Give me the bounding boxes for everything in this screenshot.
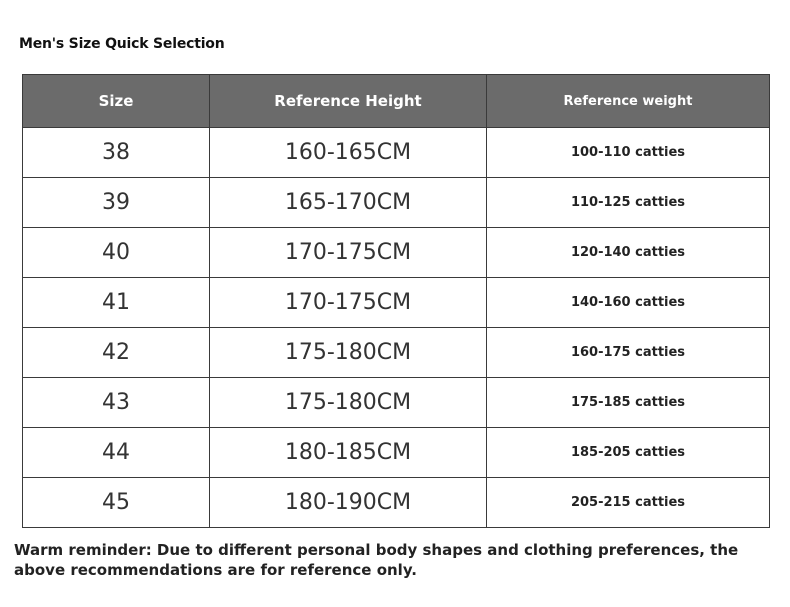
cell-height: 180-185CM	[210, 428, 487, 478]
cell-weight: 100-110 catties	[487, 128, 770, 178]
cell-height: 160-165CM	[210, 128, 487, 178]
table-row	[23, 478, 770, 528]
cell-size: 42	[23, 328, 210, 378]
cell-size: 45	[23, 478, 210, 528]
cell-weight: 160-175 catties	[487, 328, 770, 378]
cell-weight: 205-215 catties	[487, 478, 770, 528]
table-header	[23, 75, 770, 128]
header-row	[23, 75, 770, 128]
cell-height: 175-180CM	[210, 378, 487, 428]
table-row	[23, 428, 770, 478]
table-row	[23, 278, 770, 328]
header-reference-height: Reference Height	[210, 75, 487, 128]
warm-reminder-note: Warm reminder: Due to different personal body shapes and clothing preferences, the above recommendations are for reference only.	[14, 541, 739, 579]
table-body	[23, 128, 770, 528]
header-size: Size	[23, 75, 210, 128]
cell-size: 43	[23, 378, 210, 428]
cell-weight: 110-125 catties	[487, 178, 770, 228]
cell-height: 170-175CM	[210, 278, 487, 328]
cell-size: 39	[23, 178, 210, 228]
table-row	[23, 128, 770, 178]
cell-weight: 185-205 catties	[487, 428, 770, 478]
cell-height: 165-170CM	[210, 178, 487, 228]
table-row	[23, 378, 770, 428]
cell-size: 40	[23, 228, 210, 278]
cell-height: 175-180CM	[210, 328, 487, 378]
table-row	[23, 228, 770, 278]
size-table	[22, 74, 770, 528]
cell-height: 180-190CM	[210, 478, 487, 528]
cell-height: 170-175CM	[210, 228, 487, 278]
cell-weight: 175-185 catties	[487, 378, 770, 428]
cell-weight: 140-160 catties	[487, 278, 770, 328]
cell-size: 38	[23, 128, 210, 178]
cell-size: 41	[23, 278, 210, 328]
cell-size: 44	[23, 428, 210, 478]
cell-weight: 120-140 catties	[487, 228, 770, 278]
header-reference-weight: Reference weight	[487, 75, 770, 128]
table-row	[23, 328, 770, 378]
page-title: Men's Size Quick Selection	[19, 36, 225, 52]
table-row	[23, 178, 770, 228]
